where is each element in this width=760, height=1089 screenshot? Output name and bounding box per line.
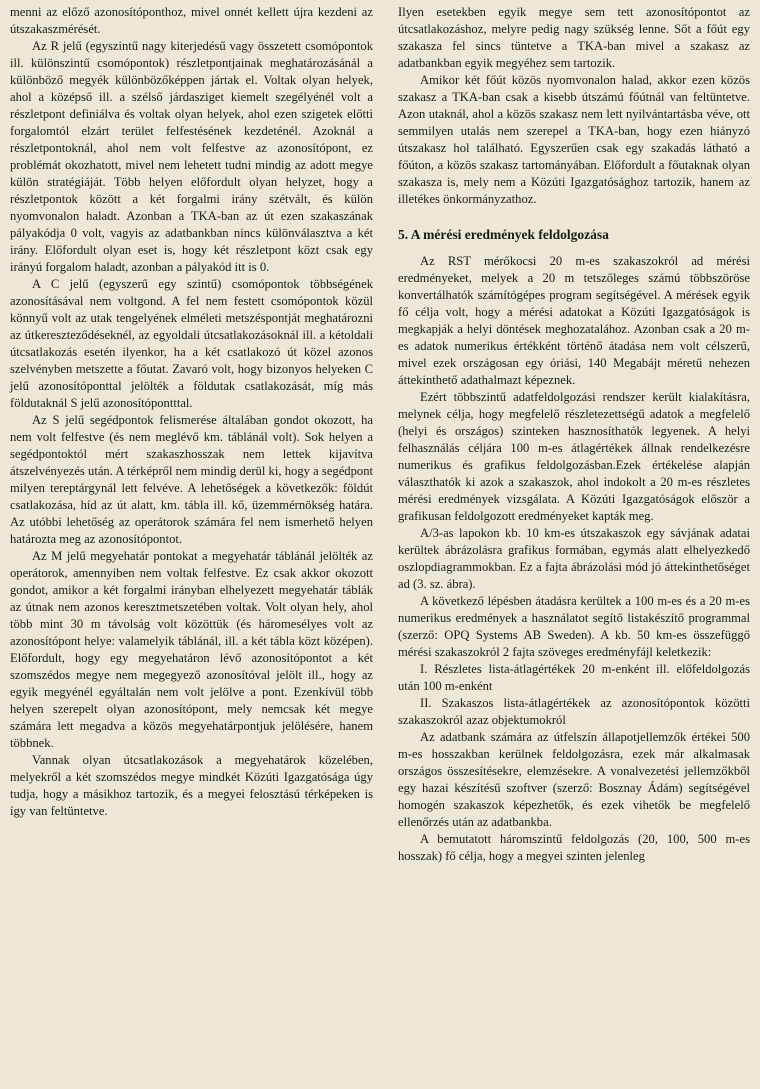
paragraph: Az M jelű megyehatár pontokat a megyehatár táblánál jelölték az operátorok, amennyiben nem voltak felfestve. Ez csak akkor okozott gondot, amikor a két forgalmi irányban elhelyezett megyehatár táblák az útnak nem azonos keresztmetszetében voltak. Volt olyan hely, ahol több mint 30 m távolság volt közöttük (és háromesélyes volt az azonosítópont helye: valamelyik táblánál, ill. a két tábla közt középen). Előfordult, hogy egy megyehatáron lévő azonosítópontot a két szomszédos megye nem megegyező azonosítóval jelölt ill., hogy az egyik megyénél egyáltalán nem volt jelölve a pont. Ezenkívül több helyen szerepelt olyan azonosítópont, mely nemcsak két megye számára lett megadva a közös megyehatárpontjuk jelölésére, hanem többnek. [10,549,373,750]
paragraph: Az R jelű (egyszintű nagy kiterjedésű vagy összetett csomópontok ill. különszintű csomópontok) részletpontjainak meghatározásánál a különböző megyék különbözőképpen jártak el. Voltak olyan helyek, ahol a középső ill. a szélső járdasziget kiemelt szegélyénél volt a részletpont definiálva és voltak olyan helyek, ahol ezen szigetek előtti forgalomtól elzárt terület felfestésének kezdeténél. Azoknál a részletpontoknál, ahol nem volt felfestve az azonosítópont, ez problémát okozhatott, mivel nem lehetett tudni mindig az adott megye külön stratégiáját. Több helyen előfordult olyan helyzet, hogy a részletpontok között a két forgalmi irány szétvált, és külön nyomvonalon haladt. Azonban a TKA-ban az út ezen szakaszának pályakódja 0 volt, vagyis az adatbankban nincs különválasztva a két irány. Előfordult olyan eset is, hogy két részletpont közt csak egy irányú forgalom haladt, azonban a pályakód itt is 0. [10,39,373,274]
paragraph: Ezért többszintű adatfeldolgozási rendszer került kialakításra, melynek célja, hogy megfelelő részletezettségű adatok a megfelelő (helyi és országos) szinteken hasznosíthatók legyenek. A helyi felhasználás céljára 100 m-es átlagértékek állnak rendelkezésre numerikus és grafikus feldolgozásban.Ezek értékelése alapján választhatók ki azok a szakaszok, ahol indokolt a 20 m-es részletes mérési eredmények vizsgálata. A Közúti Igazgatóságok először a grafikusan feldolgozott eredményeket kapták meg. [398,390,750,523]
right-column [398,4,750,865]
list-item: I. Részletes lista-átlagértékek 20 m-enként ill. előfeldolgozás után 100 m-enként [398,662,750,693]
paragraph: Az adatbank számára az útfelszín állapotjellemzők értékei 500 m-es hosszakban kerülnek feldolgozásra, ezek már alkalmasak országos összesítésekre, elemzésekre. A vonalvezetési jellemzőkből egy hazai készítésű szoftver (szerző: Bosznay Ádám) segítségével homogén szakaszok képezhetők, és ezek vihetők be megfelelő ellenőrzés után az adatbankba. [398,730,750,829]
paragraph: Vannak olyan útcsatlakozások a megyehatárok közelében, melyekről a két szomszédos megye mindkét Közúti Igazgatósága úgy tudja, hogy a másikhoz tartozik, és a megyei felosztású térképeken is így van feltüntetve. [10,753,373,818]
list-item: II. Szakaszos lista-átlagértékek az azonosítópontok közötti szakaszokról azaz objektumokról [398,696,750,727]
paragraph: A/3-as lapokon kb. 10 km-es útszakaszok egy sávjának adatai kerültek ábrázolásra grafikus formában, egymás alatt elhelyezkedő oszlopdiagrammokban. Ez a fajta ábrázolási mód jó áttekinthetőséget ad (3. sz. ábra). [398,526,750,591]
paragraph: A bemutatott háromszintű feldolgozás (20, 100, 500 m-es hosszak) fő célja, hogy a megyei szinten jelenleg [398,832,750,863]
paragraph: Az S jelű segédpontok felismerése általában gondot okozott, ha nem volt felfestve (és nem meglévő km. táblánál volt). Sok helyen a segédpontoktól mért szakaszhosszak nem lettek kijavítva átszelvényezés után. A térképről nem mindig derül ki, hogy a segédpont milyen tereptárgynál lett felvéve. A lehetőségek a következők: földút csatlakozása, híd az út alatt, km. tábla ill. kő, üzemmérnökség határa. Az utóbbi lehetőség az operátorok számára fel nem ismerhető helyen határozta meg az azonosítópontot. [10,413,373,546]
left-column [10,4,373,820]
paragraph: Amikor két főút közös nyomvonalon halad, akkor ezen közös szakasz a TKA-ban csak a kisebb útszámú főútnál van feltüntetve. Azon utaknál, ahol a közös szakasz nem lett nyilvántartásba véve, ott semmilyen utalás nem szerepel a TKA-ban, hogy ezen hiányzó útszakasz hol található. Egyszerűen csak egy szakadás látható a főúton, a közös szakasz tartományában. Előfordult a főutaknak olyan szakasza is, mely nem a Közúti Igazgatósághoz tartozik, hanem az illetékes önkormányzathoz. [398,73,750,206]
paragraph: menni az előző azonosítóponthoz, mivel onnét kellett újra kezdeni az útszakaszmérését. [10,5,373,36]
paragraph: A következő lépésben átadásra kerültek a 100 m-es és a 20 m-es numerikus eredmények a használatot segítő listakészítő programmal (szerző: OPQ Systems AB Sweden). A kb. 50 km-es összefüggő mérési szakaszokról 2 fajta szöveges eredményfájl keletkezik: [398,594,750,659]
paragraph: Ilyen esetekben egyik megye sem tett azonosítópontot az útcsatlakozáshoz, melyre pedig nagy szükség lenne. Sőt a főút egy szakasza fel sincs tüntetve a TKA-ban mivel a szakasz az adatbankban egyik megyéhez sem tartozik. [398,5,750,70]
section-heading: 5. A mérési eredmények feldolgozása [398,227,609,242]
paragraph: A C jelű (egyszerű egy szintű) csomópontok többségének azonosításával nem voltgond. A fel nem festett csomópontok közül könnyű volt az utak tengelyének elméleti metszéspontját meghatározni az útkereszteződéseknél, az egyoldali útcsatlakozásoknál ill. a kétoldali útcsatlakozás esetén ilyenkor, ha a két csatlakozó út közel azonos szelvényben metszette a főutat. Zavaró volt, hogy bizonyos helyeken C jelű azonosítóponttal jelölték a földutak csatlakozását, míg más földutaknál S jelű azonosítópontttal. [10,277,373,410]
paragraph: Az RST mérőkocsi 20 m-es szakaszokról ad mérési eredményeket, melyek a 20 m tetszőleges számú többszöröse konvertálhatók számítógépes program segítségével. A mérések egyik fő célja volt, hogy a mérési adatokat a Közúti Igazgatóságok is megkapják a helyi döntések meghozatalához. Azonban csak a 20 m-es adatok numerikus értékként történő átadása nem volt célszerű, mivel ezek országosan egy óriási, 140 Megabájt méretű nehezen áttekinthető adathalmazt képeznek. [398,254,750,387]
